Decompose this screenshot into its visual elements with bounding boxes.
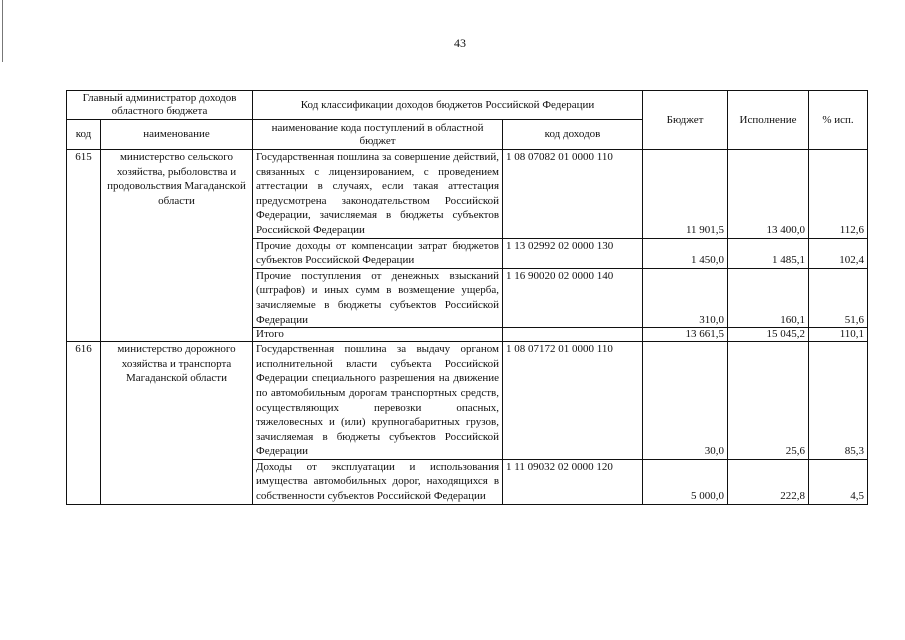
percent-value: 4,5 [809, 459, 868, 504]
total-budget: 13 661,5 [643, 328, 728, 342]
header-percent: % исп. [809, 91, 868, 150]
table-row [67, 150, 868, 239]
income-description: Прочие поступления от денежных взысканий (штрафов) и иных сумм в возмещение ущерба, зачисляемые в бюджеты субъектов Российской Федерации [253, 268, 503, 327]
header-classification-group: Код классификации доходов бюджетов Российской Федерации [253, 91, 643, 120]
revenue-table [66, 90, 868, 505]
execution-value: 25,6 [728, 342, 809, 460]
income-description: Государственная пошлина за совершение действий, связанных с лицензированием, с проведением аттестации в случаях, если такая аттестация предусмотрена законодательством Российской Федерации, зачисляемая в бюджеты субъектов Российской Федерации [253, 150, 503, 239]
percent-value: 112,6 [809, 150, 868, 239]
income-description: Прочие доходы от компенсации затрат бюджетов субъектов Российской Федерации [253, 238, 503, 268]
execution-value: 222,8 [728, 459, 809, 504]
total-percent: 110,1 [809, 328, 868, 342]
percent-value: 102,4 [809, 238, 868, 268]
percent-value: 85,3 [809, 342, 868, 460]
header-execution: Исполнение [728, 91, 809, 150]
income-code: 1 13 02992 02 0000 130 [503, 238, 643, 268]
scan-edge-line [2, 0, 3, 62]
admin-name: министерство дорожного хозяйства и транспорта Магаданской области [101, 342, 253, 505]
total-label: Итого [253, 328, 503, 342]
admin-code: 616 [67, 342, 101, 505]
header-name: наименование [101, 120, 253, 150]
header-income-code-name: наименование кода поступлений в областной бюджет [253, 120, 503, 150]
execution-value: 160,1 [728, 268, 809, 327]
budget-value: 310,0 [643, 268, 728, 327]
income-code: 1 11 09032 02 0000 120 [503, 459, 643, 504]
budget-value: 11 901,5 [643, 150, 728, 239]
header-budget: Бюджет [643, 91, 728, 150]
income-description: Доходы от эксплуатации и использования имущества автомобильных дорог, находящихся в собственности субъектов Российской Федерации [253, 459, 503, 504]
total-code-empty [503, 328, 643, 342]
budget-value: 5 000,0 [643, 459, 728, 504]
income-code: 1 08 07082 01 0000 110 [503, 150, 643, 239]
income-code: 1 08 07172 01 0000 110 [503, 342, 643, 460]
page-number: 43 [454, 36, 466, 50]
header-income-code: код доходов [503, 120, 643, 150]
budget-value: 1 450,0 [643, 238, 728, 268]
table-row [67, 342, 868, 460]
admin-code: 615 [67, 150, 101, 342]
percent-value: 51,6 [809, 268, 868, 327]
header-code: код [67, 120, 101, 150]
total-execution: 15 045,2 [728, 328, 809, 342]
budget-value: 30,0 [643, 342, 728, 460]
execution-value: 13 400,0 [728, 150, 809, 239]
income-description: Государственная пошлина за выдачу органом исполнительной власти субъекта Российской Федерации специального разрешения на движение по автомобильным дорогам транспортных средств, осуществляющих перевозки опасных, тяжеловесных и (или) крупногабаритных грузов, зачисляемая в бюджеты субъектов Российской Федерации [253, 342, 503, 460]
execution-value: 1 485,1 [728, 238, 809, 268]
admin-name: министерство сельского хозяйства, рыболовства и продовольствия Магаданской области [101, 150, 253, 342]
header-admin-group: Главный администратор доходов областного бюджета [67, 91, 253, 120]
income-code: 1 16 90020 02 0000 140 [503, 268, 643, 327]
